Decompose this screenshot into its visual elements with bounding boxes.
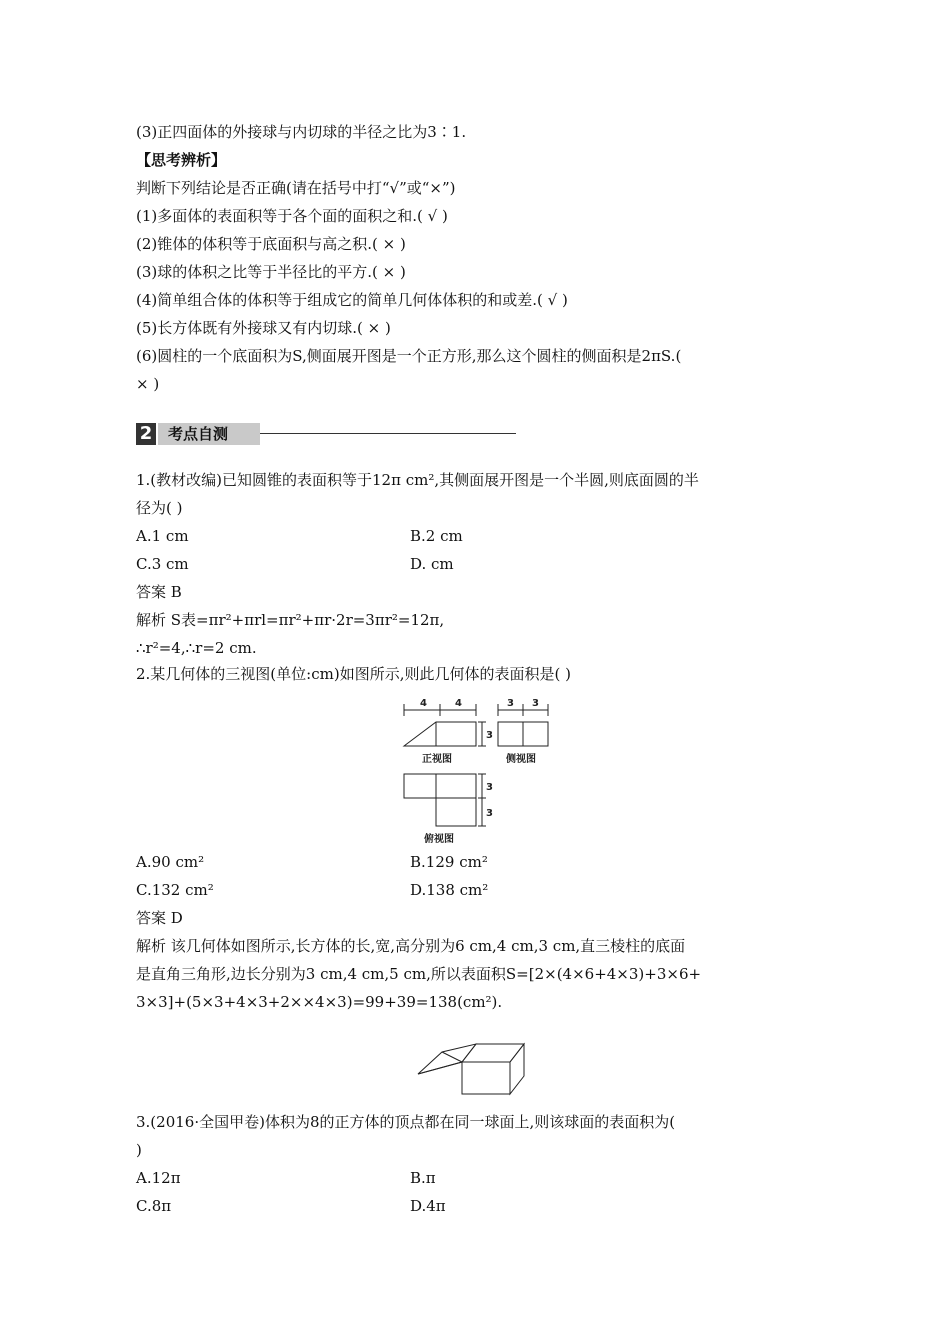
q1-answer: 答案 B — [136, 583, 182, 601]
q3-option-b: B.π — [410, 1169, 436, 1187]
q1-option-b: B.2 cm — [410, 527, 463, 545]
q2-analysis-line1: 解析 该几何体如图所示,长方体的长,宽,高分别为6 cm,4 cm,3 cm,直三棱柱的底面 — [136, 937, 686, 955]
q2-option-d: D.138 cm² — [410, 881, 489, 899]
dim-3a-top: 3 — [486, 782, 493, 793]
side-view-label: 侧视图 — [506, 754, 536, 765]
three-view-figure — [398, 692, 558, 848]
box-top — [462, 1044, 524, 1062]
top-view-label: 俯视图 — [424, 834, 454, 845]
prism-face — [418, 1044, 476, 1074]
box-front — [462, 1062, 510, 1094]
q1-analysis-line1: 解析 S表=πr²+πrl=πr²+πr·2r=3πr²=12π, — [136, 611, 445, 629]
q1-analysis-line2: ∴r²=4,∴r=2 cm. — [136, 639, 257, 657]
q2-stem: 2.某几何体的三视图(单位:cm)如图所示,则此几何体的表面积是( ) — [136, 665, 571, 683]
thinking-item-1: (1)多面体的表面积等于各个面的面积之和.( √ ) — [136, 207, 448, 225]
q2-option-c: C.132 cm² — [136, 881, 214, 899]
thinking-item-6: (6)圆柱的一个底面积为S,侧面展开图是一个正方形,那么这个圆柱的侧面积是2πS.( — [136, 347, 682, 365]
section-number: 2 — [136, 423, 156, 445]
q2-analysis-line2: 是直角三角形,边长分别为3 cm,4 cm,5 cm,所以表面积S=[2×(4×6+4×3)+3×6+ — [136, 965, 702, 983]
section-title: 考点自测 — [158, 423, 260, 445]
q1-option-d: D. cm — [410, 555, 454, 573]
q3-option-c: C.8π — [136, 1197, 172, 1215]
q3-option-a: A.12π — [136, 1169, 181, 1187]
thinking-item-2: (2)锥体的体积等于底面积与高之积.( × ) — [136, 235, 406, 253]
solid-figure — [412, 1022, 532, 1100]
front-view-label: 正视图 — [422, 754, 452, 765]
q2-option-a: A.90 cm² — [136, 853, 205, 871]
section-heading — [136, 423, 516, 445]
top-view-rect-lower — [436, 774, 476, 826]
q1-option-a: A.1 cm — [136, 527, 189, 545]
q2-analysis-line3: 3×3]+(5×3+4×3+2××4×3)=99+39=138(cm²). — [136, 993, 503, 1011]
q1-stem-line1: 1.(教材改编)已知圆锥的表面积等于12π cm²,其侧面展开图是一个半圆,则底面圆的半 — [136, 471, 699, 489]
dim-3b-top: 3 — [486, 808, 493, 819]
q3-stem-line2: ) — [136, 1141, 142, 1159]
dim-3-front: 3 — [486, 730, 493, 741]
front-view-shape — [404, 722, 476, 746]
dim-4b: 4 — [455, 698, 462, 709]
q1-stem-line2: 径为( ) — [136, 499, 183, 517]
dim-3b-side: 3 — [532, 698, 539, 709]
q1-option-c: C.3 cm — [136, 555, 189, 573]
dim-3a-side: 3 — [507, 698, 514, 709]
thinking-item-6-cont: × ) — [136, 375, 160, 393]
intro-item-3: (3)正四面体的外接球与内切球的半径之比为3∶1. — [136, 123, 467, 141]
thinking-item-3: (3)球的体积之比等于半径比的平方.( × ) — [136, 263, 406, 281]
top-view-rect-upper — [404, 774, 476, 798]
box-side — [510, 1044, 524, 1094]
thinking-instruction: 判断下列结论是否正确(请在括号中打“√”或“×”) — [136, 179, 456, 197]
q3-option-d: D.4π — [410, 1197, 446, 1215]
thinking-item-4: (4)简单组合体的体积等于组成它的简单几何体体积的和或差.( √ ) — [136, 291, 568, 309]
dim-4a: 4 — [420, 698, 427, 709]
q3-stem-line1: 3.(2016·全国甲卷)体积为8的正方体的顶点都在同一球面上,则该球面的表面积为( — [136, 1113, 676, 1131]
thinking-item-5: (5)长方体既有外接球又有内切球.( × ) — [136, 319, 391, 337]
thinking-title: 【思考辨析】 — [136, 151, 227, 169]
section-divider — [260, 433, 516, 434]
q2-option-b: B.129 cm² — [410, 853, 488, 871]
q2-answer: 答案 D — [136, 909, 183, 927]
